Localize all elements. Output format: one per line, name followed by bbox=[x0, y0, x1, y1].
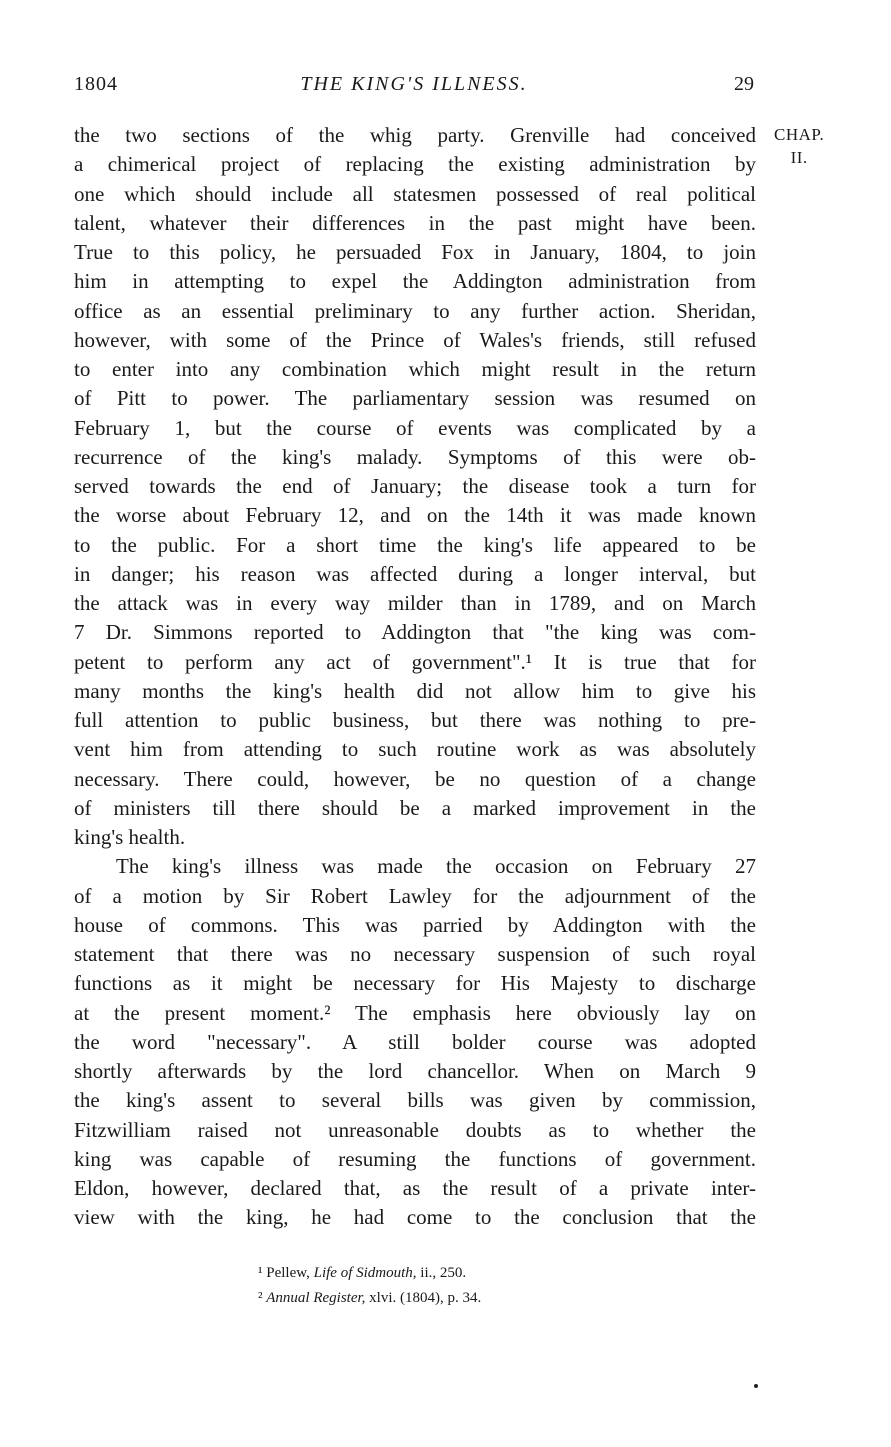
text-line: True to this policy, he persuaded Fox in January, 1804, to join bbox=[74, 240, 756, 264]
text-line: shortly afterwards by the lord chancellor. When on March 9 bbox=[74, 1059, 756, 1083]
text-line: recurrence of the king's malady. Symptoms of this were ob- bbox=[74, 444, 756, 469]
running-header bbox=[74, 73, 754, 103]
footnote-mark: ² bbox=[258, 1290, 263, 1306]
page-number: 29 bbox=[734, 73, 754, 95]
footnote-title: Annual Register, bbox=[266, 1290, 366, 1306]
header-year: 1804 bbox=[74, 73, 118, 95]
text-line: Eldon, however, declared that, as the result of a private inter- bbox=[74, 1176, 756, 1200]
text-line: the word "necessary". A still bolder course was adopted bbox=[74, 1029, 756, 1054]
text-line: necessary. There could, however, be no question of a change bbox=[74, 766, 756, 791]
body-text bbox=[74, 121, 756, 1233]
text-line: king was capable of resuming the functions of government. bbox=[74, 1146, 756, 1171]
footnote-mark: ¹ bbox=[258, 1265, 263, 1281]
text-line: vent him from attending to such routine work as was absolutely bbox=[74, 737, 756, 762]
footnote-ref: ii., 250. bbox=[416, 1265, 467, 1281]
side-note-number: II. bbox=[790, 148, 808, 167]
text-line: petent to perform any act of government".¹ It is true that for bbox=[74, 649, 756, 674]
text-line: to the public. For a short time the king's life appeared to be bbox=[74, 532, 756, 557]
text-line: house of commons. This was parried by Addington with the bbox=[74, 912, 756, 937]
text-line: in danger; his reason was affected during a longer interval, but bbox=[74, 561, 756, 586]
text-line: to enter into any combination which might result in the return bbox=[74, 357, 756, 381]
text-line: the two sections of the whig party. Grenville had conceived bbox=[74, 123, 756, 147]
text-line: view with the king, he had come to the conclusion that the bbox=[74, 1205, 756, 1230]
text-line: king's health. bbox=[74, 825, 186, 849]
text-line: Fitzwilliam raised not unreasonable doubts as to whether the bbox=[74, 1117, 756, 1142]
text-line: of ministers till there should be a marked improvement in the bbox=[74, 795, 756, 820]
text-line: the worse about February 12, and on the 14th it was made known bbox=[74, 503, 756, 528]
side-note-chap: CHAP. bbox=[774, 125, 825, 144]
text-line: of Pitt to power. The parliamentary session was resumed on bbox=[74, 386, 756, 411]
text-line: a chimerical project of replacing the existing administration by bbox=[74, 152, 756, 177]
text-line: him in attempting to expel the Addington administration from bbox=[74, 269, 756, 294]
text-line: the attack was in every way milder than in 1789, and on March bbox=[74, 591, 756, 615]
footnote-2 bbox=[258, 1286, 481, 1311]
text-line: office as an essential preliminary to any further action. Sheridan, bbox=[74, 298, 756, 323]
text-line: February 1, but the course of events was complicated by a bbox=[74, 415, 756, 440]
ink-speck bbox=[754, 1384, 758, 1388]
text-line: statement that there was no necessary suspension of such royal bbox=[74, 942, 756, 966]
text-line: 7 Dr. Simmons reported to Addington that "the king was com- bbox=[74, 620, 756, 645]
footnote-text: Pellew, bbox=[262, 1265, 314, 1281]
footnote-ref: xlvi. (1804), p. 34. bbox=[365, 1290, 482, 1306]
footnote-title: Life of Sidmouth, bbox=[313, 1265, 417, 1281]
text-line: the king's assent to several bills was given by commission, bbox=[74, 1088, 756, 1113]
text-line: full attention to public business, but there was nothing to pre- bbox=[74, 708, 756, 732]
text-line: talent, whatever their differences in the past might have been. bbox=[74, 210, 756, 235]
chapter-side-note bbox=[774, 123, 824, 169]
paragraph-start-line: The king's illness was made the occasion on February 27 bbox=[116, 854, 756, 879]
text-line: however, with some of the Prince of Wales's friends, still refused bbox=[74, 327, 756, 352]
text-line: many months the king's health did not allow him to give his bbox=[74, 678, 756, 703]
footnotes bbox=[258, 1261, 481, 1311]
text-line: at the present moment.² The emphasis here obviously lay on bbox=[74, 1000, 756, 1025]
header-title: THE KING'S ILLNESS. bbox=[300, 73, 528, 95]
footnote-1 bbox=[258, 1261, 481, 1286]
text-line: of a motion by Sir Robert Lawley for the adjournment of the bbox=[74, 883, 756, 908]
text-line: one which should include all statesmen possessed of real political bbox=[74, 181, 756, 206]
text-line: functions as it might be necessary for His Majesty to discharge bbox=[74, 971, 756, 996]
text-line: served towards the end of January; the disease took a turn for bbox=[74, 474, 756, 498]
